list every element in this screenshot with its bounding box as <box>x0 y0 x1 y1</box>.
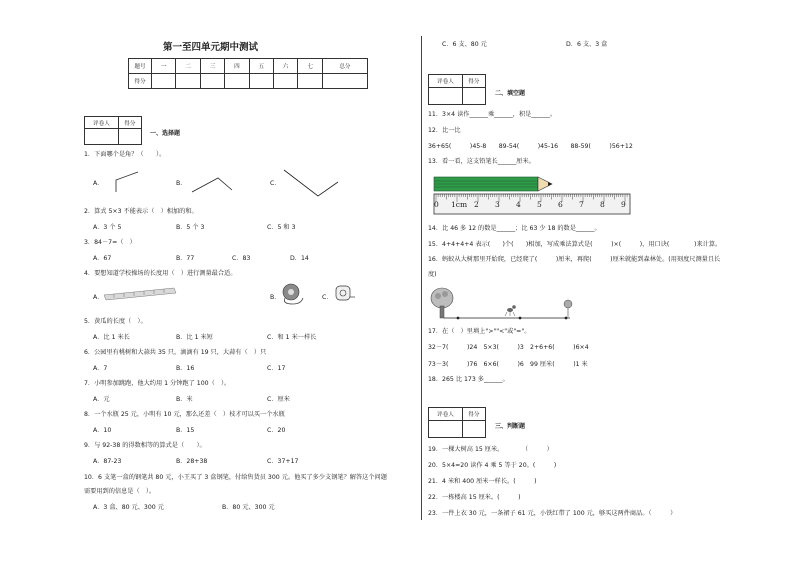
option-c: C．17 <box>267 365 286 372</box>
option-a: A．3 盒、80 元、300 元 <box>93 504 164 511</box>
grader-label: 得分 <box>118 117 141 129</box>
option-a: A．67 <box>93 255 112 262</box>
option-c: C． <box>322 294 333 301</box>
ruler-label: 6 <box>558 200 563 209</box>
question-4: 4．要想知道学校操场的长度用（ ）进行测量最合适。 <box>84 270 237 277</box>
question-18: 18．265 比 173 多______。 <box>428 376 509 383</box>
score-cell[interactable] <box>274 74 298 89</box>
angle-figure-c <box>282 168 340 198</box>
section-heading-fill: 二、填空题 <box>495 90 526 97</box>
option-c: C．5 和 3 <box>267 224 296 231</box>
question-20: 20．5×4=20 读作 4 乘 5 等于 20。( ) <box>428 462 557 469</box>
score-header: 一 <box>152 59 176 74</box>
tape-ruler-image <box>104 288 176 302</box>
question-10-line-2: 需要用到的信息是（ ）。 <box>84 488 156 495</box>
angle-figure-b <box>190 174 234 196</box>
score-table <box>128 58 368 89</box>
score-header: 三 <box>200 59 224 74</box>
score-header: 四 <box>225 59 249 74</box>
score-cell[interactable] <box>152 74 176 89</box>
question-16-line-1: 16．蚂蚁从大树那里开始爬，已经爬了( )厘米，再爬( )厘米就能到森林处。(用刻度尺测量且长 <box>428 256 721 263</box>
option-c: C．83 <box>232 255 251 262</box>
option-c: C．和 1 米一样长 <box>267 334 317 341</box>
question-12-comparisons: 36+65( )45-8 89-54( )45-16 88-59( )56+12 <box>428 143 633 150</box>
question-13: 13．看一看，这支铅笔长______厘米。 <box>428 158 535 165</box>
option-b: B．比 1 米短 <box>176 334 213 341</box>
score-row-label: 得分 <box>129 74 152 89</box>
pocket-tape-icon <box>332 284 356 304</box>
option-d: D．14 <box>290 255 309 262</box>
question-15: 15．4+4+4+4 表示( )个( )相加，写成乘法算式是( )×( )，用口诀( )来计算。 <box>428 241 722 248</box>
option-b: B．16 <box>176 365 195 372</box>
ruler-label: 2 <box>474 200 479 209</box>
grader-box-3 <box>428 407 486 438</box>
score-cell[interactable] <box>176 74 200 89</box>
grader-label: 评卷人 <box>429 75 463 88</box>
option-a: A．3 个 5 <box>93 224 122 231</box>
question-14: 14．比 46 多 12 的数是______；比 63 少 18 的数是______。 <box>428 225 601 232</box>
ant-icon <box>505 305 516 316</box>
option-a: A．比 1 米长 <box>93 334 130 341</box>
ruler-label: 7 <box>579 200 584 209</box>
grader-label: 得分 <box>462 408 485 421</box>
question-23: 23．一件上衣 30 元，一条裙子 61 元，小铁红带了 100 元，够买这两件商品。（ ） <box>428 510 677 517</box>
angle-figure-a <box>112 172 142 194</box>
option-a: A．87-23 <box>93 458 122 465</box>
question-10-line-1: 10．6 支笔一盒的钢笔共 80 元，小王买了 3 盒钢笔，付给售货员 300 元。他买了多少支钢笔？解答这个问题 <box>84 474 387 481</box>
tree-ant-figure <box>430 286 580 324</box>
question-17: 17．在（ ）里填上">""<"或"="。 <box>428 328 531 335</box>
tape-measure-icon <box>279 282 305 306</box>
option-d: D．6 支、3 盒 <box>566 41 608 48</box>
option-b: B． <box>176 180 187 187</box>
question-16-line-2: 度) <box>428 271 437 278</box>
option-c: C．6 支、80 元 <box>442 41 487 48</box>
score-header: 五 <box>249 59 273 74</box>
grader-cell[interactable] <box>85 129 119 145</box>
grader-label: 评卷人 <box>429 408 463 421</box>
section-heading-choice: 一、选择题 <box>150 130 181 137</box>
option-b: B． <box>270 294 281 301</box>
option-a: A．元 <box>93 396 110 403</box>
option-b: B．15 <box>176 427 195 434</box>
question-7: 7．小明参加跳跑，他大约用 1 分钟跑了 100（ ）。 <box>84 380 231 387</box>
option-a: A． <box>93 180 104 187</box>
option-c: C．37+17 <box>267 458 299 465</box>
score-header: 题号 <box>129 59 152 74</box>
grader-box-2 <box>428 74 486 105</box>
grader-label: 得分 <box>462 75 485 88</box>
question-9: 9．与 92-38 的得数相等的算式是（ ）。 <box>84 442 206 449</box>
ruler-label: 9 <box>621 200 626 209</box>
score-cell[interactable] <box>298 74 322 89</box>
tree-icon <box>431 288 453 318</box>
ruler-label: 3 <box>495 200 500 209</box>
option-a: A．10 <box>93 427 112 434</box>
score-cell[interactable] <box>200 74 224 89</box>
ruler-label: 8 <box>600 200 605 209</box>
question-12: 12．比一比 <box>428 127 461 134</box>
option-b: B．28+38 <box>176 458 208 465</box>
option-a: A．7 <box>93 365 108 372</box>
question-3: 3．84－7=（ ） <box>84 239 136 246</box>
ruler-label: 0 <box>434 200 439 209</box>
flower-icon <box>564 300 572 317</box>
grader-label: 评卷人 <box>85 117 119 129</box>
ruler-label: 4 <box>516 200 521 209</box>
score-cell[interactable] <box>225 74 249 89</box>
section-heading-judge: 三、判断题 <box>495 423 526 430</box>
option-b: B．77 <box>176 255 195 262</box>
option-a: A． <box>93 294 104 301</box>
question-17-row-2: 73－3( )76 6×6( )6 99 厘米( )1 米 <box>428 361 588 368</box>
option-b: B．5 个 3 <box>176 224 205 231</box>
option-c: C． <box>270 180 281 187</box>
column-divider <box>421 36 422 520</box>
score-cell[interactable] <box>249 74 273 89</box>
question-11: 11．3×4 读作______乘______，积是______。 <box>428 111 557 118</box>
question-8: 8．一个水瓶 25 元，小明有 10 元，那么还差（ ）枝才可以买一个水瓶 <box>84 411 285 418</box>
score-header: 二 <box>176 59 200 74</box>
option-b: B．80 元、300 元 <box>222 504 275 511</box>
grader-cell[interactable] <box>118 129 141 145</box>
grader-cell[interactable] <box>429 421 463 438</box>
question-2: 2．算式 5×3 不能表示（ ）相加的和。 <box>84 208 198 215</box>
ruler-label: 5 <box>537 200 542 209</box>
option-c: C．20 <box>267 427 286 434</box>
pencil-icon <box>434 177 552 191</box>
option-b: B．米 <box>176 396 193 403</box>
score-cell[interactable] <box>322 74 367 89</box>
score-header: 七 <box>298 59 322 74</box>
score-header: 六 <box>274 59 298 74</box>
question-19: 19．一棵大树高 15 厘米。 （ ） <box>428 446 553 453</box>
ruler-labels <box>434 200 630 212</box>
grader-cell[interactable] <box>462 421 485 438</box>
question-1: 1．下面哪个是角？（ ）。 <box>84 151 166 158</box>
question-22: 22．一栋楼高 15 厘米。( ) <box>428 494 521 501</box>
grader-box-1 <box>84 116 142 145</box>
option-c: C．厘米 <box>267 396 290 403</box>
question-21: 21．4 米和 400 厘米一样长。( ) <box>428 478 537 485</box>
page-title: 第一至四单元期中测试 <box>162 42 258 53</box>
score-header: 总分 <box>322 59 367 74</box>
question-5: 5．黄瓜的长度（ ）。 <box>84 318 147 325</box>
question-17-row-1: 32－7( )24 5×3( )3 2+6+6( )6×4 <box>428 344 589 351</box>
ruler-label: 1cm <box>451 200 468 209</box>
question-6: 6．公园里有桃树和大蒜共 35 只，滴滴有 19 只，大蒜有（ ）只 <box>84 349 267 356</box>
grader-cell[interactable] <box>429 88 463 105</box>
grader-cell[interactable] <box>462 88 485 105</box>
